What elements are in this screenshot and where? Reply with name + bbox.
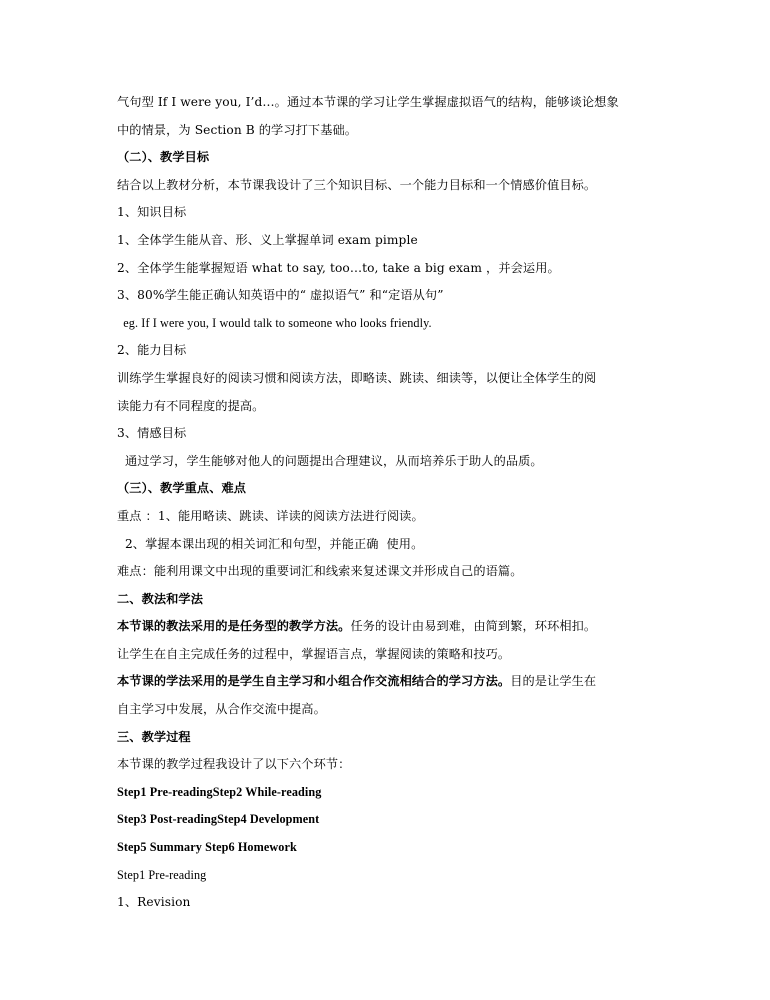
- paragraph-line: 气句型 If I were you, I’d…。通过本节课的学习让学生掌握虚拟语气的结构，能够谈论想象: [117, 95, 619, 109]
- paragraph-line: 通过学习，学生能够对他人的问题提出合理建议，从而培养乐于助人的品质。: [117, 453, 543, 468]
- step-list-line: Step5 Summary Step6 Homework: [117, 840, 297, 855]
- paragraph-line: 难点：能利用课文中出现的重要词汇和线索来复述课文并形成自己的语篇。: [117, 564, 523, 579]
- paragraph-line: 训练学生掌握良好的阅读习惯和阅读方法，即略读、跳读、细读等，以便让全体学生的阅: [117, 370, 597, 385]
- paragraph-line: 本节课的教学过程我设计了以下六个环节：: [117, 757, 351, 772]
- list-item: 重点 ：1、能用略读、跳读、详读的阅读方法进行阅读。: [117, 508, 424, 523]
- document-page: [117, 89, 677, 917]
- paragraph-line: 结合以上教材分析，本节课我设计了三个知识目标、一个能力目标和一个情感价值目标。: [117, 177, 597, 192]
- paragraph-line: [117, 668, 677, 696]
- paragraph-line: 自主学习中发展，从合作交流中提高。: [117, 702, 326, 717]
- subheading: 3、情感目标: [117, 426, 187, 441]
- paragraph-line: [117, 613, 677, 641]
- section-heading: （三）、教学重点、难点: [117, 481, 247, 496]
- line-text: 任务的设计由易到难，由简到繁，环环相扣。: [350, 619, 597, 634]
- list-item: 1、全体学生能从音、形、义上掌握单词 exam pimple: [117, 232, 418, 247]
- step-list-line: Step1 Pre-readingStep2 While-reading: [117, 784, 322, 799]
- bold-lead: 本节课的教法采用的是任务型的教学方法。: [117, 619, 351, 634]
- subheading: 1、知识目标: [117, 205, 187, 220]
- section-heading: （二）、教学目标: [117, 150, 210, 165]
- step-list-line: Step3 Post-readingStep4 Development: [117, 812, 320, 827]
- paragraph-line: 读能力有不同程度的提高。: [117, 398, 265, 413]
- list-item: 3、80%学生能正确认知英语中的“ 虚拟语气” 和“定语从句”: [117, 288, 444, 303]
- example-sentence: eg. If I were you, I would talk to someone who looks friendly.: [117, 315, 432, 330]
- section-heading: 二、教法和学法: [117, 591, 204, 606]
- section-heading: 三、教学过程: [117, 729, 191, 744]
- bold-lead: 本节课的学法采用的是学生自主学习和小组合作交流相结合的学习方法。: [117, 674, 511, 689]
- list-item: 1、Revision: [117, 895, 191, 910]
- subheading: 2、能力目标: [117, 343, 187, 358]
- step-heading: Step1 Pre-reading: [117, 867, 207, 882]
- paragraph-line: 让学生在自主完成任务的过程中，掌握语言点，掌握阅读的策略和技巧。: [117, 646, 511, 661]
- line-text: 目的是让学生在: [510, 674, 597, 689]
- paragraph-line: 中的情景，为 Section B 的学习打下基础。: [117, 122, 358, 137]
- list-item: 2、全体学生能掌握短语 what to say, too…to, take a big exam ，并会运用。: [117, 260, 560, 275]
- list-item: 2、掌握本课出现的相关词汇和句型，并能正确 使用。: [117, 536, 424, 551]
